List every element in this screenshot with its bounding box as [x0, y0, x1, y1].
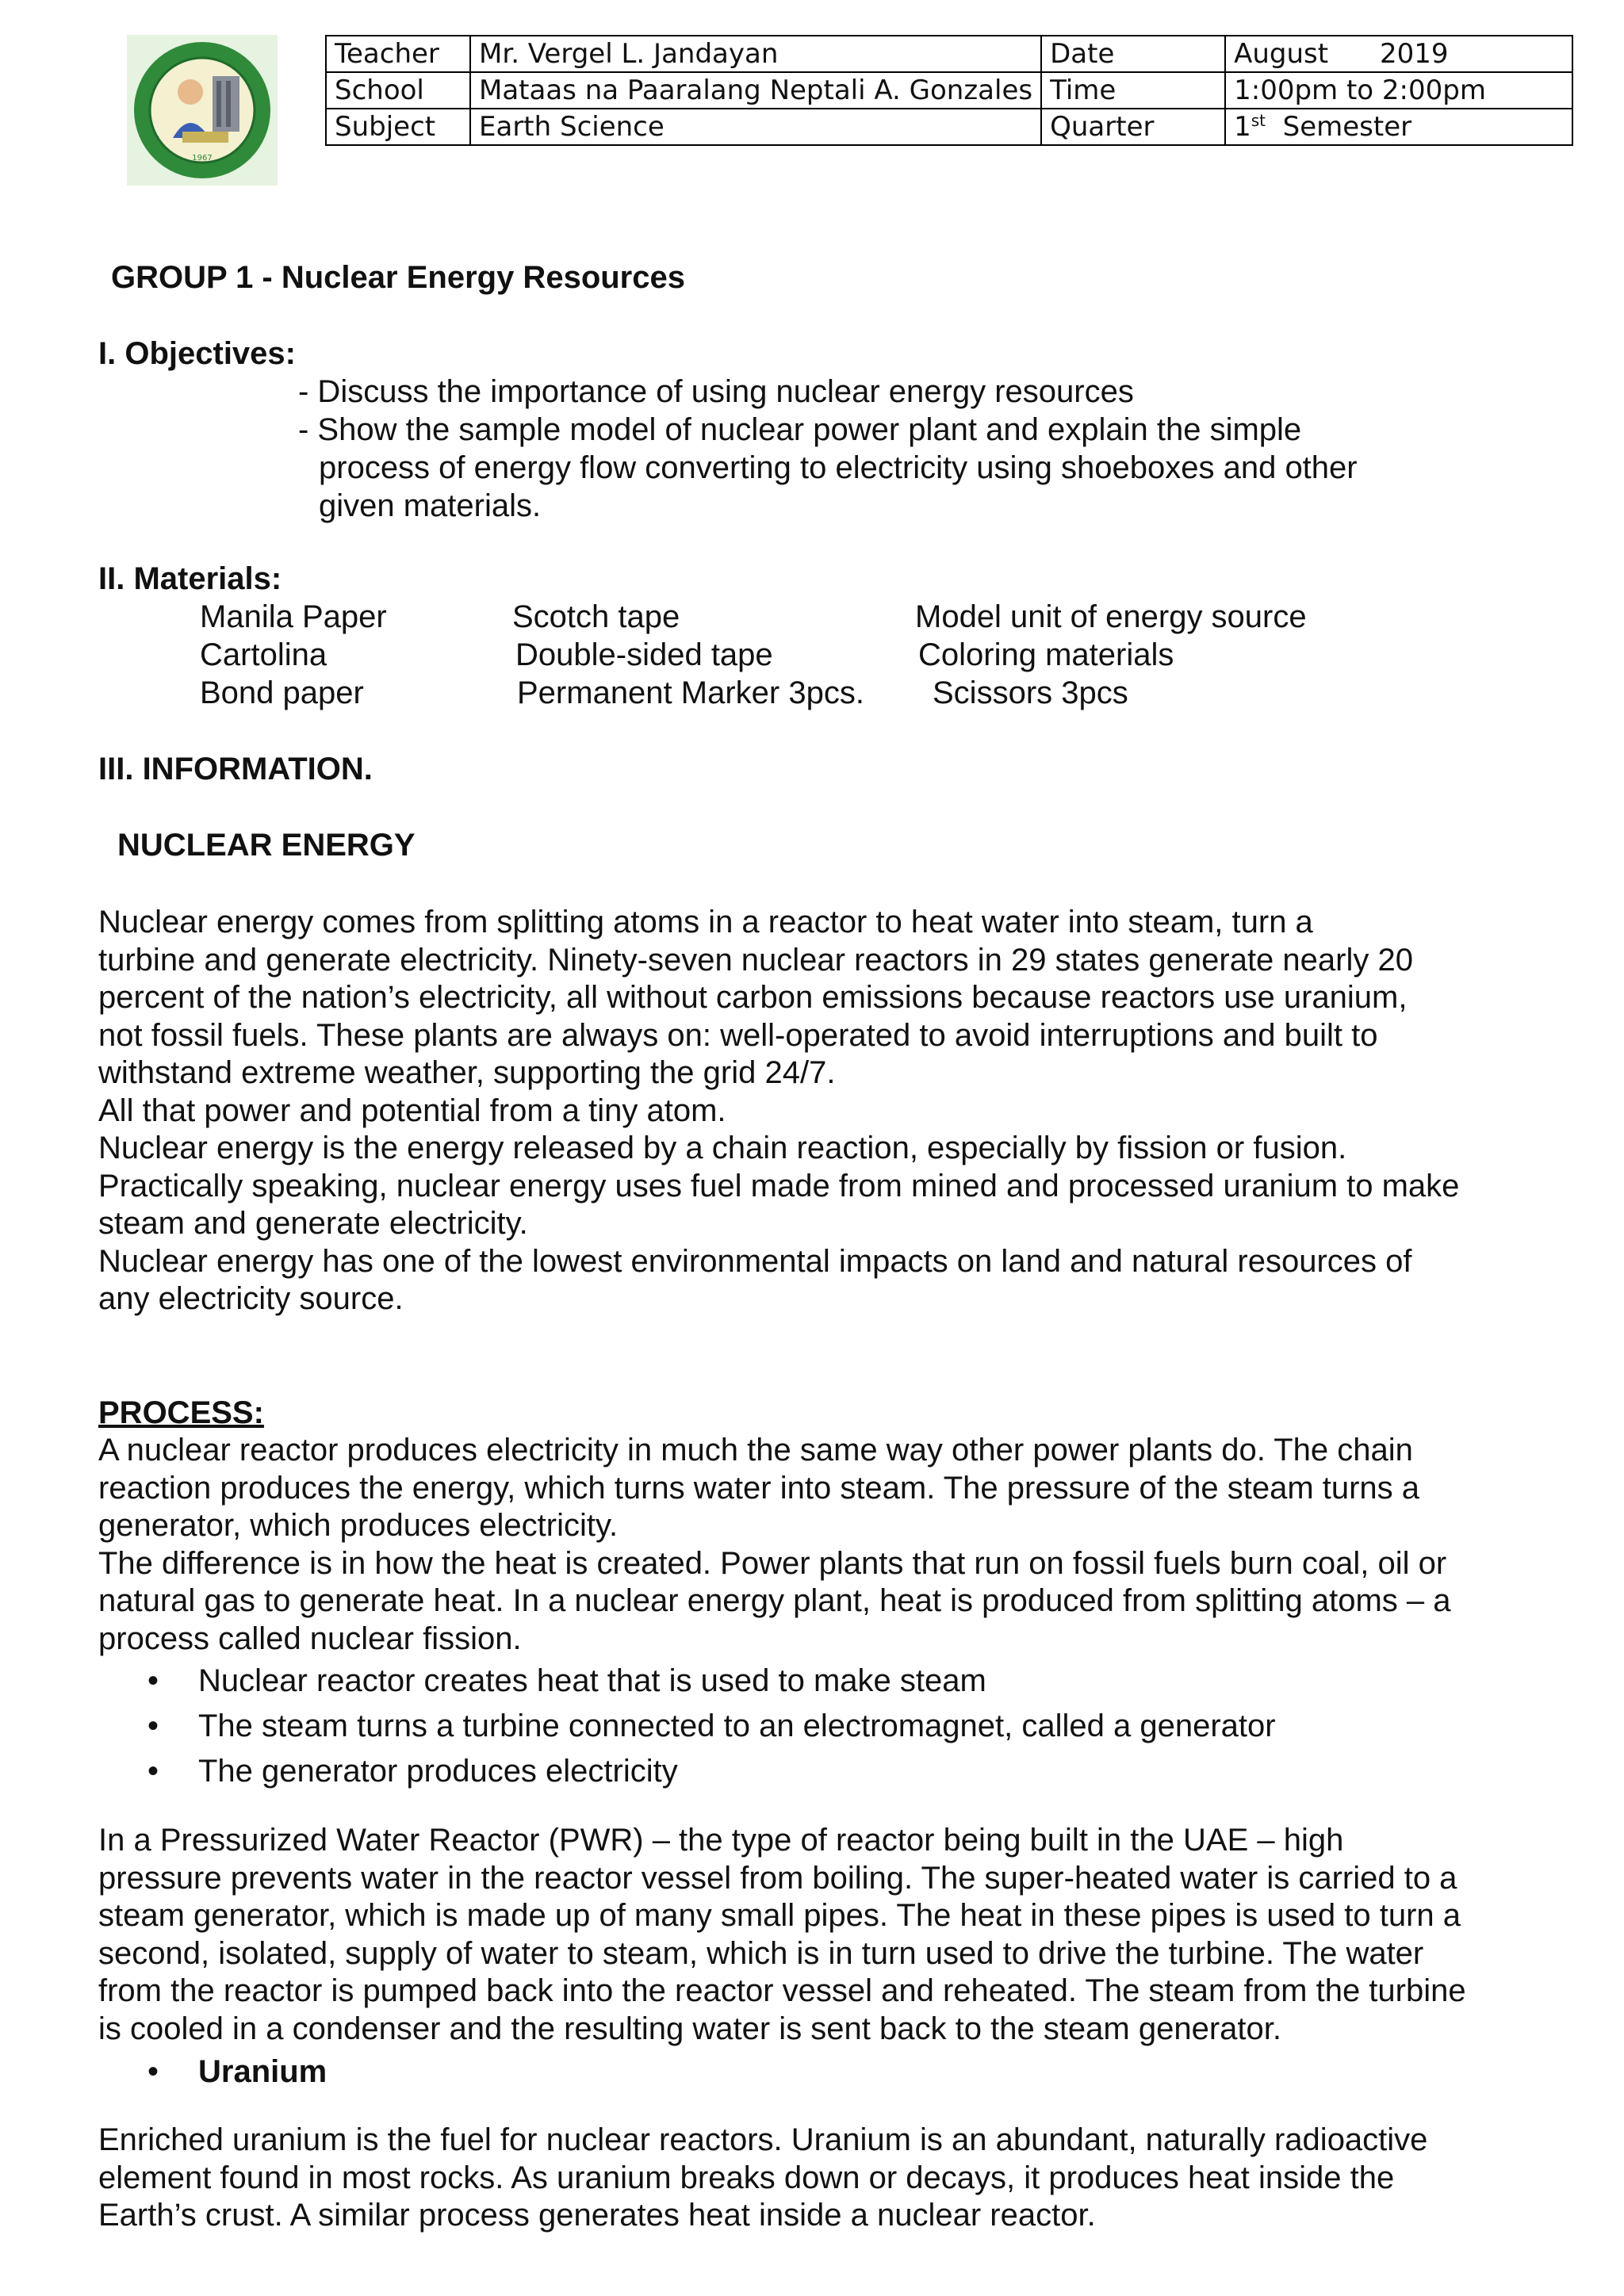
uranium-paragraph: [98, 2122, 1427, 2235]
teacher-value: Mr. Vergel L. Jandayan: [470, 36, 1041, 72]
material-item: Permanent Marker 3pcs.: [517, 675, 864, 710]
info-line: percent of the nation’s electricity, all without carbon emissions because reactors use uranium,: [98, 980, 1408, 1015]
page-title: GROUP 1 - Nuclear Energy Resources: [111, 260, 685, 295]
pwr-line: second, isolated, supply of water to steam, which is in turn used to drive the turbine. The water: [98, 1935, 1424, 1971]
uranium-line: element found in most rocks. As uranium breaks down or decays, it produces heat inside the: [98, 2160, 1395, 2195]
school-value: Mataas na Paaralang Neptali A. Gonzales: [470, 72, 1041, 109]
bullet-icon: •: [147, 1709, 159, 1743]
pwr-line: is cooled in a condenser and the resulting water is sent back to the steam generator.: [98, 2011, 1281, 2046]
material-item: Model unit of energy source: [915, 599, 1307, 634]
school-logo: [127, 35, 278, 186]
quarter-semester: Semester: [1266, 111, 1412, 143]
quarter-value: [1225, 109, 1572, 145]
info-line: All that power and potential from a tiny atom.: [98, 1093, 726, 1128]
bullet-icon: •: [147, 1754, 159, 1789]
nuclear-energy-subheading: NUCLEAR ENERGY: [117, 828, 416, 863]
header-row-school: [326, 72, 1572, 109]
info-line: any electricity source.: [98, 1281, 404, 1316]
logo-year: 1967: [192, 154, 213, 163]
header-info-table: [325, 35, 1573, 146]
pwr-line: from the reactor is pumped back into the reactor vessel and reheated. The steam from the turbine: [98, 1973, 1466, 2008]
material-item: Scissors 3pcs: [933, 675, 1128, 710]
pwr-line: steam generator, which is made up of many small pipes. The heat in these pipes is used to turn a: [98, 1898, 1461, 1933]
bullet-text: The steam turns a turbine connected to an electromagnet, called a generator: [198, 1709, 1276, 1743]
process-line: A nuclear reactor produces electricity in much the same way other power plants do. The chain: [98, 1433, 1413, 1468]
bullet-icon: •: [147, 1663, 159, 1698]
material-item: Coloring materials: [918, 637, 1174, 672]
materials-heading: II. Materials:: [98, 561, 282, 596]
subject-label: Subject: [326, 109, 470, 145]
process-paragraph: [98, 1432, 1451, 1658]
time-label: Time: [1041, 72, 1225, 109]
info-line: Nuclear energy has one of the lowest environmental impacts on land and natural resources of: [98, 1243, 1412, 1279]
quarter-ordinal: st: [1251, 111, 1266, 130]
material-item: Double-sided tape: [515, 637, 773, 672]
objective-line-1: - Discuss the importance of using nuclear energy resources: [298, 374, 1134, 409]
information-heading: III. INFORMATION.: [98, 752, 373, 786]
uranium-line: Earth’s crust. A similar process generates heat inside a nuclear reactor.: [98, 2198, 1096, 2233]
pwr-paragraph: [98, 1822, 1466, 2048]
uranium-bullet: [147, 2049, 623, 2095]
header-row-subject: [326, 109, 1572, 145]
teacher-label: Teacher: [326, 36, 470, 72]
quarter-number: 1: [1234, 111, 1251, 143]
pwr-line: pressure prevents water in the reactor vessel from boiling. The super-heated water is carried to a: [98, 1860, 1457, 1896]
info-line: Practically speaking, nuclear energy uses fuel made from mined and processed uranium to make: [98, 1168, 1460, 1203]
pwr-line: In a Pressurized Water Reactor (PWR) – the type of reactor being built in the UAE – high: [98, 1823, 1344, 1858]
process-line: process called nuclear fission.: [98, 1621, 522, 1656]
subject-value: Earth Science: [470, 109, 1041, 145]
quarter-label: Quarter: [1041, 109, 1225, 145]
material-item: Manila Paper: [200, 599, 387, 634]
info-line: steam and generate electricity.: [98, 1206, 528, 1241]
process-line: natural gas to generate heat. In a nuclear energy plant, heat is produced from splitting atoms – a: [98, 1583, 1451, 1618]
info-line: withstand extreme weather, supporting the grid 24/7.: [98, 1055, 836, 1090]
bullet-icon: •: [147, 2054, 159, 2089]
info-line: Nuclear energy is the energy released by a chain reaction, especially by fission or fusion.: [98, 1131, 1347, 1165]
process-line: generator, which produces electricity.: [98, 1508, 619, 1543]
process-line: reaction produces the energy, which turns water into steam. The pressure of the steam turns a: [98, 1470, 1420, 1506]
time-value: 1:00pm to 2:00pm: [1225, 72, 1572, 109]
info-line: turbine and generate electricity. Ninety-seven nuclear reactors in 29 states generate nearly 20: [98, 942, 1413, 978]
uranium-line: Enriched uranium is the fuel for nuclear reactors. Uranium is an abundant, naturally radioactive: [98, 2122, 1428, 2157]
process-heading: PROCESS:: [98, 1395, 264, 1430]
bullet-text: Nuclear reactor creates heat that is used to make steam: [198, 1663, 986, 1698]
objective-line-2: - Show the sample model of nuclear power plant and explain the simple: [298, 412, 1302, 447]
material-item: Cartolina: [200, 637, 327, 672]
uranium-heading: Uranium: [198, 2054, 327, 2089]
school-label: School: [326, 72, 470, 109]
bullet-text: The generator produces electricity: [198, 1754, 678, 1789]
objectives-heading: I. Objectives:: [98, 336, 296, 371]
header-row-teacher: [326, 36, 1572, 72]
date-value: August 2019: [1225, 36, 1572, 72]
info-line: not fossil fuels. These plants are always on: well-operated to avoid interruptions and built to: [98, 1017, 1378, 1053]
objective-line-4: given materials.: [319, 488, 542, 523]
info-line: Nuclear energy comes from splitting atoms in a reactor to heat water into steam, turn a: [98, 905, 1313, 939]
date-label: Date: [1041, 36, 1225, 72]
material-item: Scotch tape: [512, 599, 680, 634]
process-line: The difference is in how the heat is created. Power plants that run on fossil fuels burn coal, oil or: [98, 1545, 1447, 1581]
material-item: Bond paper: [200, 675, 364, 710]
information-paragraph: [98, 904, 1459, 1318]
objective-line-3: process of energy flow converting to electricity using shoeboxes and other: [319, 450, 1358, 485]
